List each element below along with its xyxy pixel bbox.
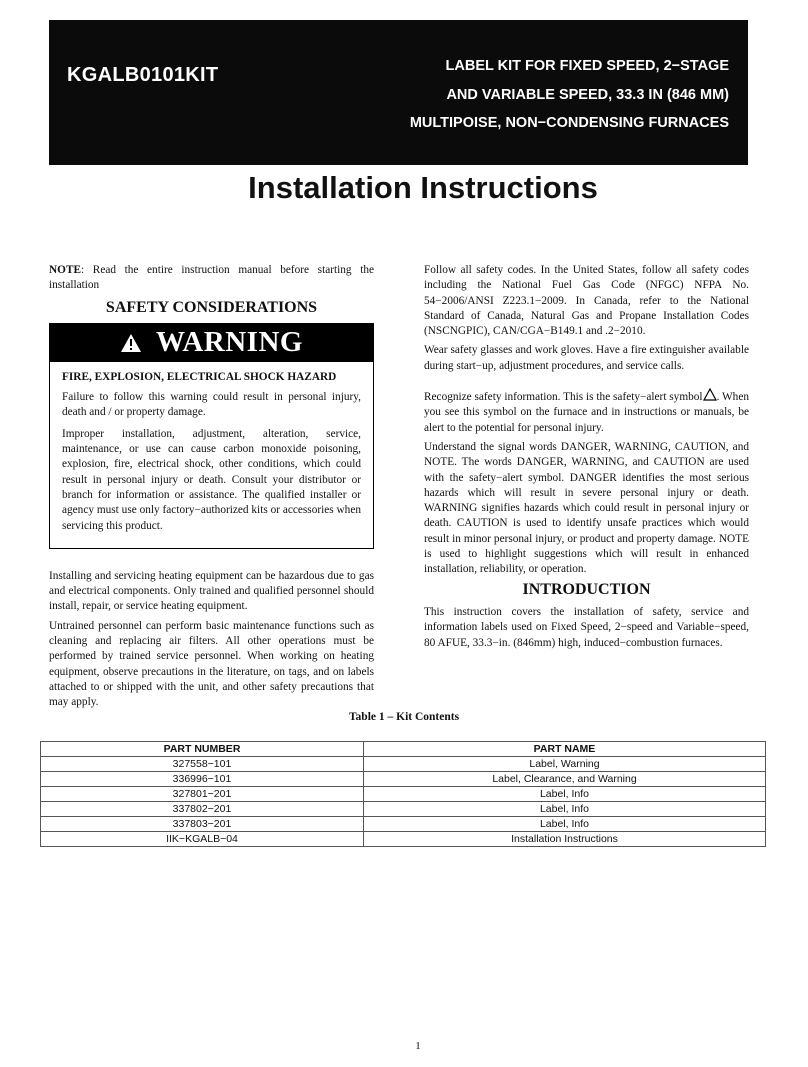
- note-text: : Read the entire instruction manual before starting the installation: [49, 264, 374, 292]
- warning-body: [50, 362, 373, 548]
- left-column: [49, 263, 374, 715]
- safety-alert-icon: [703, 388, 717, 401]
- table-caption: Table 1 – Kit Contents: [348, 711, 460, 723]
- body-paragraph: Follow all safety codes. In the United States, follow all safety codes including the National Fuel Gas Code (NFGC) NFPA No. 54−2006/ANSI Z223.1−2009. In Canada, refer to the National Standard of Canada, Natural Gas and Propane Installation Codes (NSCNGPIC), CAN/CGA−B149.1 and .2−2010.: [424, 264, 749, 338]
- table-row: [41, 757, 766, 772]
- header-title-line-3: MULTIPOISE, NON−CONDENSING FURNACES: [409, 115, 729, 131]
- kit-contents-table: [40, 741, 766, 847]
- part-name-cell: Label, Info: [364, 787, 766, 802]
- warning-paragraph: Improper installation, adjustment, alteration, service, maintenance, or use can cause carbon monoxide poisoning, explosion, fire, electrical shock, other conditions, which could result in personal injury or death. Consult your distributor or branch for information or assistance. The qualified installer or agency must use only factory−authorized kits or accessories when servicing this product.: [62, 427, 361, 532]
- document-title: Installation Instructions: [248, 170, 598, 205]
- safety-heading: SAFETY CONSIDERATIONS: [105, 298, 318, 316]
- right-column: [424, 263, 749, 655]
- introduction-heading: INTRODUCTION: [522, 580, 651, 598]
- warning-box: [49, 323, 374, 549]
- table-header-row: [41, 742, 766, 757]
- warning-triangle-icon: [120, 333, 142, 353]
- part-number-cell: 337803−201: [41, 817, 364, 832]
- part-name-cell: Label, Clearance, and Warning: [364, 772, 766, 787]
- signal-words-paragraph: Understand the signal words DANGER, WARNING, CAUTION, and NOTE. The words DANGER, WARNING, and CAUTION are used with the safety−alert symbol. DANGER identifies the most serious hazards which will result in severe personal injury or death. WARNING signifies hazards which could result in personal injury or death. CAUTION is used to identify unsafe practices which would result in minor personal injury, or product and property damage. NOTE is used to highlight suggestions which will result in enhanced installation, reliability, or operation.: [424, 440, 749, 576]
- warning-word: WARNING: [156, 326, 303, 359]
- part-number-cell: 337802−201: [41, 802, 364, 817]
- header-title-line-2: AND VARIABLE SPEED, 33.3 IN (846 MM): [446, 87, 729, 103]
- introduction-paragraph: This instruction covers the installation of safety, service and information labels used on Fixed Speed, 2−speed and Variable−speed, 80 AFUE, 33.3−in. (846mm) high, induced−combustion furnaces.: [424, 605, 749, 649]
- part-number-cell: 336996−101: [41, 772, 364, 787]
- warning-header: [50, 324, 373, 362]
- table-row: [41, 832, 766, 847]
- body-paragraph: Installing and servicing heating equipment can be hazardous due to gas and electrical components. Only trained and qualified personnel should install, repair, or service heating equipment.: [49, 569, 374, 613]
- header-title-line-1: LABEL KIT FOR FIXED SPEED, 2−STAGE: [445, 58, 729, 74]
- page-number: 1: [415, 1040, 421, 1052]
- part-number-cell: 327801−201: [41, 787, 364, 802]
- part-name-cell: Label, Warning: [364, 757, 766, 772]
- kit-code: KGALB0101KIT: [67, 64, 219, 86]
- table-row: [41, 772, 766, 787]
- table-row: [41, 787, 766, 802]
- alert-text-after: . When you see this symbol on the furnace and in instructions or manuals, be alert to the potential for personal injury.: [424, 391, 749, 434]
- note-paragraph: [49, 263, 374, 294]
- body-paragraph: Untrained personnel can perform basic maintenance functions such as cleaning and replacing air filters. All other operations must be performed by trained service personnel. When working on heating equipment, observe precautions in the literature, on tags, and on labels attached to or shipped with the unit, and other safety precautions that may apply.: [49, 619, 374, 709]
- alert-paragraph: [424, 388, 749, 436]
- header-part-number: PART NUMBER: [41, 742, 364, 757]
- table-row: [41, 817, 766, 832]
- header-banner: [49, 20, 748, 165]
- warning-paragraph: Failure to follow this warning could result in personal injury, death and / or property damage.: [62, 391, 361, 419]
- hazard-title: FIRE, EXPLOSION, ELECTRICAL SHOCK HAZARD: [62, 370, 337, 383]
- part-number-cell: 327558−101: [41, 757, 364, 772]
- table-row: [41, 802, 766, 817]
- part-name-cell: Label, Info: [364, 817, 766, 832]
- part-name-cell: Installation Instructions: [364, 832, 766, 847]
- part-number-cell: IIK−KGALB−04: [41, 832, 364, 847]
- alert-text-before: Recognize safety information. This is the safety−alert symbol: [424, 391, 703, 404]
- header-part-name: PART NAME: [364, 742, 766, 757]
- note-label: NOTE: [49, 264, 82, 276]
- body-paragraph: Wear safety glasses and work gloves. Have a fire extinguisher available during start−up, adjustment procedures, and service calls.: [424, 344, 749, 372]
- part-name-cell: Label, Info: [364, 802, 766, 817]
